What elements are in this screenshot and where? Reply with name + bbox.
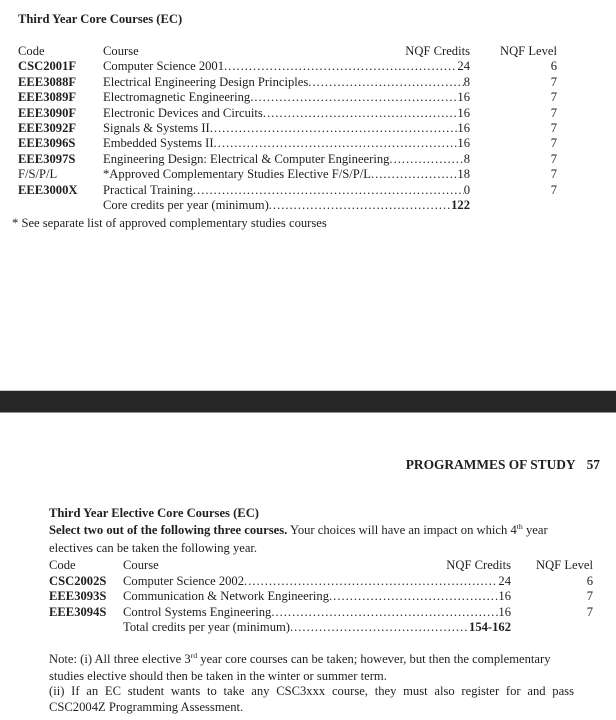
course-level: 7 [586, 589, 593, 604]
course-level: 7 [550, 151, 557, 166]
table-header-row [18, 44, 557, 59]
course-credits: 16 [457, 90, 470, 105]
table-header-row [49, 558, 593, 574]
course-level: 6 [550, 59, 557, 74]
footnote: * See separate list of approved complementary studies courses [12, 216, 327, 231]
note-line-3: (ii) If an EC student wants to take any CSC3xxx course, they must also register for and pass [49, 684, 574, 699]
course-title: Practical Training [103, 182, 193, 197]
elective-courses-table [49, 558, 593, 636]
course-level: 7 [550, 105, 557, 120]
summary-label: Total credits per year (minimum) [123, 620, 290, 635]
column-header-credits: NQF Credits [405, 44, 470, 58]
course-title: Electronic Devices and Circuits [103, 105, 263, 120]
course-credits: 16 [457, 105, 470, 120]
dot-leader [269, 198, 451, 213]
dot-leader [193, 183, 464, 198]
course-credits: 0 [463, 182, 470, 197]
course-code: EEE3096S [18, 136, 76, 151]
column-header-code: Code [18, 44, 45, 58]
course-title: Engineering Design: Electrical & Computer Engineering [103, 151, 390, 166]
page-number: 57 [586, 457, 600, 472]
course-title: Communication & Network Engineering [123, 589, 330, 604]
course-credits: 8 [463, 151, 470, 166]
table-summary-row [49, 620, 593, 636]
dot-leader [290, 620, 469, 636]
dot-leader [250, 90, 457, 105]
course-title: Computer Science 2001 [103, 59, 225, 74]
page-divider-bar [0, 390, 616, 413]
dot-leader [389, 152, 463, 167]
course-credits: 24 [498, 573, 511, 588]
table-row [18, 90, 557, 105]
running-header-title: PROGRAMMES OF STUDY [405, 457, 576, 472]
note-paragraph [49, 652, 593, 716]
course-title: Embedded Systems II [103, 136, 214, 151]
course-credits: 8 [463, 74, 470, 89]
course-title: Computer Science 2002 [123, 573, 245, 588]
course-code: CSC2001F [18, 59, 77, 74]
course-level: 7 [586, 604, 593, 619]
dot-leader [214, 136, 458, 151]
section-heading: Third Year Elective Core Courses (EC) [49, 506, 259, 520]
section-heading: Third Year Core Courses (EC) [18, 12, 183, 26]
course-credits: 16 [498, 604, 511, 619]
column-header-code: Code [49, 558, 76, 573]
ordinal-superscript: rd [190, 651, 198, 661]
intro-text: Your choices will have an impact on which 4 [287, 522, 517, 537]
summary-credits: 154-162 [469, 620, 511, 635]
course-level: 7 [550, 136, 557, 151]
summary-credits: 122 [451, 197, 470, 212]
course-title: Signals & Systems II [103, 120, 210, 135]
course-code: EEE3088F [18, 74, 77, 89]
course-code: EEE3093S [49, 589, 107, 604]
course-level: 7 [550, 167, 557, 182]
course-credits: 24 [457, 59, 470, 74]
dot-leader [271, 605, 498, 621]
course-title: Electromagnetic Engineering [103, 90, 251, 105]
intro-text-tail: year [522, 522, 548, 537]
course-code: EEE3089F [18, 90, 77, 105]
course-title: Electrical Engineering Design Principles [103, 74, 309, 89]
note-line-2: studies elective should then be taken in the winter or summer term. [49, 668, 387, 683]
course-level: 7 [550, 90, 557, 105]
course-credits: 16 [457, 136, 470, 151]
dot-leader [263, 106, 458, 121]
ordinal-superscript: th [516, 522, 523, 531]
table-summary-row [18, 198, 557, 213]
course-credits: 16 [457, 120, 470, 135]
column-header-course: Course [103, 44, 139, 58]
dot-leader [244, 574, 498, 590]
course-credits: 18 [457, 167, 470, 182]
column-header-course: Course [123, 558, 159, 573]
top-section [12, 12, 557, 231]
course-code: CSC2002S [49, 573, 107, 588]
intro-bold-text: Select two out of the following three courses. [49, 522, 288, 537]
bottom-section [49, 506, 593, 716]
table-row [18, 152, 557, 167]
summary-label: Core credits per year (minimum) [103, 197, 269, 212]
course-credits: 16 [498, 589, 511, 604]
note-line-4: CSC2004Z Programming Assessment. [49, 699, 244, 714]
table-row [18, 106, 557, 121]
table-row [49, 605, 593, 621]
course-code: EEE3097S [18, 151, 76, 166]
course-level: 6 [586, 573, 593, 588]
running-header [406, 457, 600, 473]
table-row [18, 183, 557, 198]
course-title: Control Systems Engineering [123, 604, 272, 619]
intro-line-1 [49, 522, 593, 540]
dot-leader [210, 121, 458, 136]
table-row [18, 75, 557, 90]
column-header-level: NQF Level [535, 558, 593, 573]
note-text: Note: (i) All three elective 3 [49, 651, 191, 666]
table-row [18, 167, 557, 182]
course-level: 7 [550, 74, 557, 89]
dot-leader [371, 167, 457, 182]
course-level: 7 [550, 120, 557, 135]
note-line-1 [49, 652, 593, 669]
course-code: EEE3000X [18, 182, 78, 197]
course-level: 7 [550, 182, 557, 197]
core-courses-table [18, 44, 557, 213]
dot-leader [329, 589, 498, 605]
table-row [18, 59, 557, 74]
dot-leader [308, 75, 463, 90]
intro-line-2: electives can be taken the following year. [49, 540, 258, 555]
table-row [49, 574, 593, 590]
column-header-credits: NQF Credits [446, 558, 511, 573]
table-row [49, 589, 593, 605]
table-row [18, 121, 557, 136]
course-code: EEE3090F [18, 105, 77, 120]
note-text: year core courses can be taken; however, but then the complementary [197, 651, 551, 666]
course-code: F/S/P/L [18, 167, 58, 182]
course-code: EEE3092F [18, 120, 77, 135]
column-header-level: NQF Level [499, 44, 557, 58]
table-row [18, 136, 557, 151]
course-code: EEE3094S [49, 604, 107, 619]
course-title: *Approved Complementary Studies Elective F/S/P/L [103, 167, 371, 182]
dot-leader [224, 59, 457, 74]
